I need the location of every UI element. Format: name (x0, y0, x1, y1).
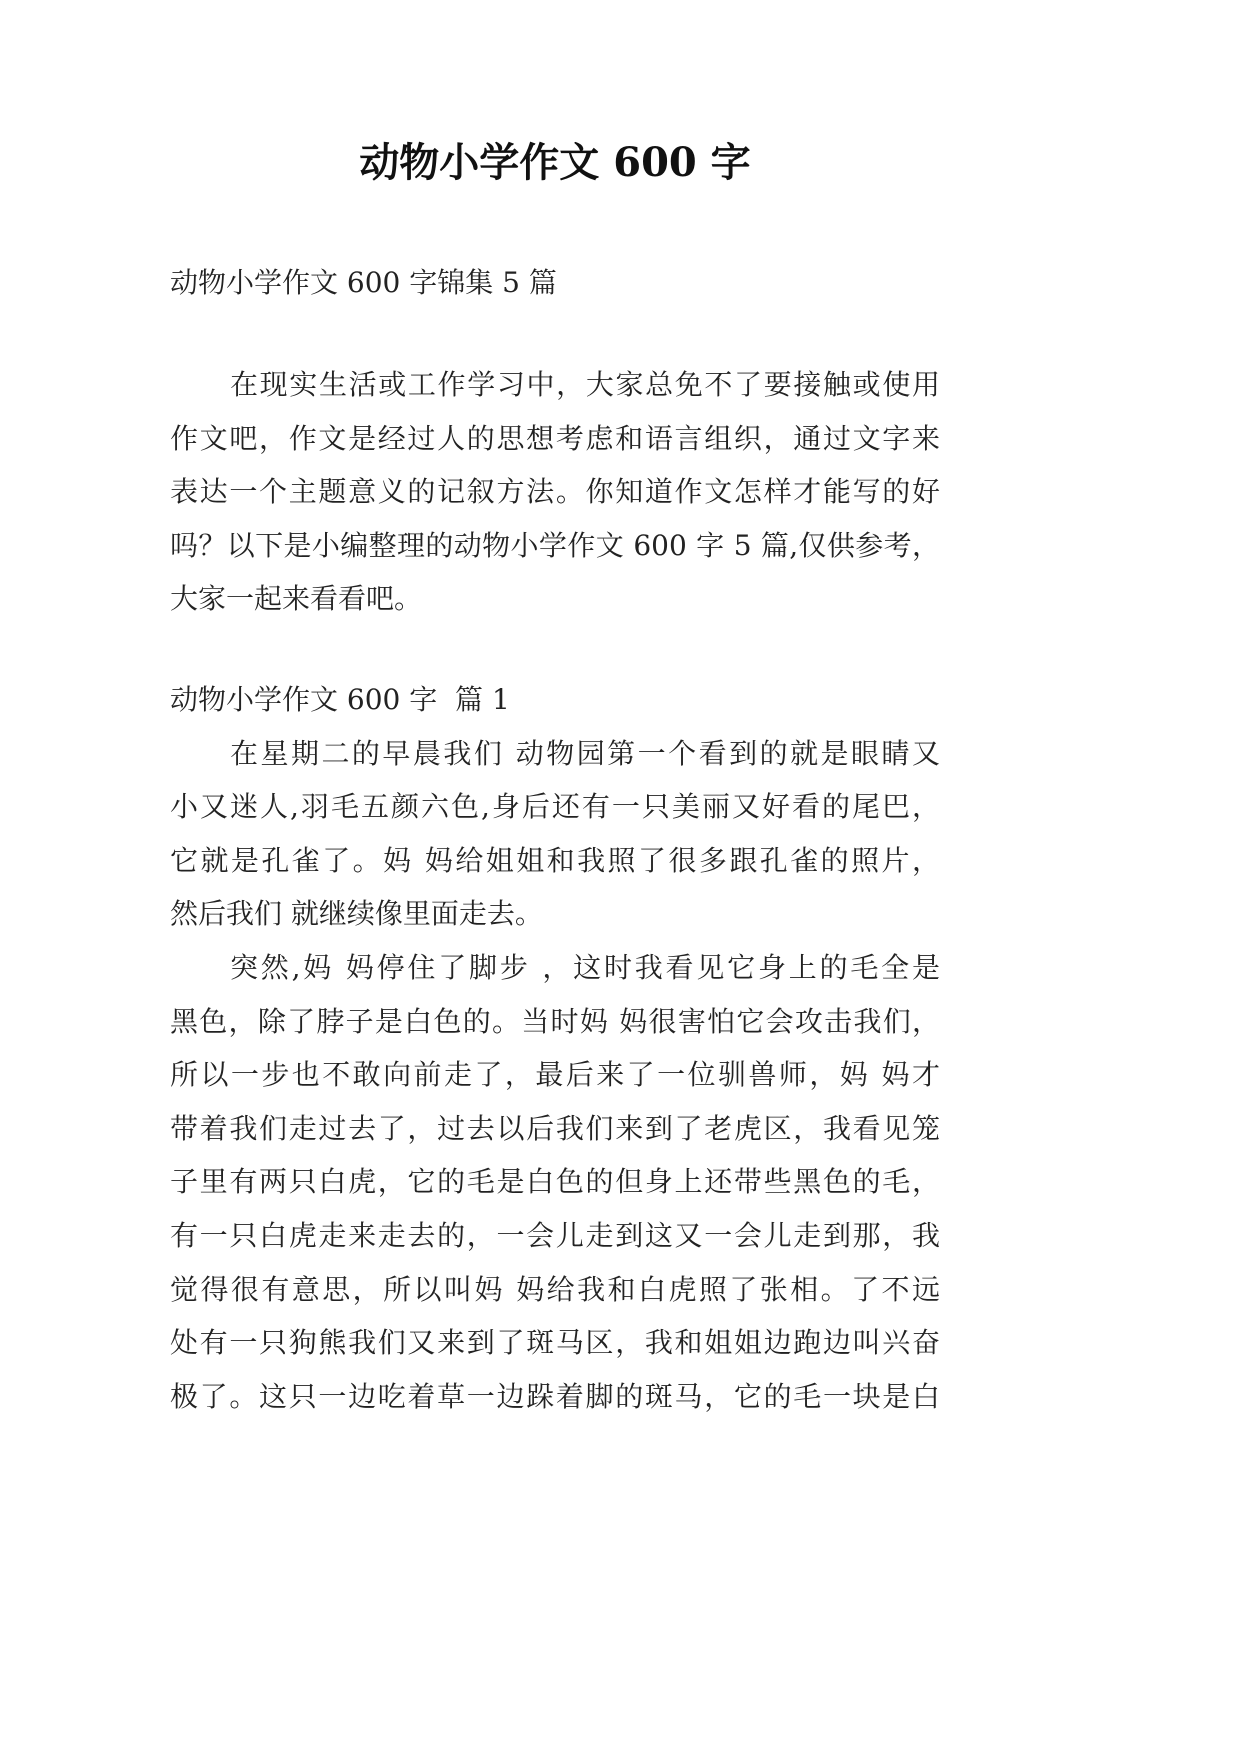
paragraph-line: 有一只白虎走来走去的，一会儿走到这又一会儿走到那，我 (170, 1218, 940, 1252)
paragraph-line: 黑色，除了脖子是白色的。当时妈 妈很害怕它会攻击我们， (170, 1004, 940, 1038)
document-subtitle-block (170, 256, 940, 310)
paragraph-line: 表达一个主题意义的记叙方法。你知道作文怎样才能写的好 (170, 475, 940, 509)
paragraph-line: 极了。这只一边吃着草一边跺着脚的斑马，它的毛一块是白 (170, 1379, 940, 1413)
essay-paragraph-2 (170, 941, 940, 1423)
section-heading: 动物小学作文 600 字 篇 1 (170, 683, 510, 716)
paragraph-line: 吗？以下是小编整理的动物小学作文 600 字 5 篇,仅供参考， (170, 528, 940, 562)
paragraph-line: 小又迷人,羽毛五颜六色,身后还有一只美丽又好看的尾巴， (170, 790, 940, 824)
paragraph-line: 在星期二的早晨我们 动物园第一个看到的就是眼睛又 (230, 736, 940, 770)
document-subtitle: 动物小学作文 600 字锦集 5 篇 (170, 266, 557, 299)
paragraph-line: 它就是孔雀了。妈 妈给姐姐和我照了很多跟孔雀的照片， (170, 843, 940, 877)
paragraph-line: 然后我们 就继续像里面走去。 (170, 897, 543, 931)
essay-section-1 (170, 673, 940, 1423)
intro-paragraph (170, 358, 940, 626)
paragraph-line: 带着我们走过去了，过去以后我们来到了老虎区，我看见笼 (170, 1111, 940, 1145)
paragraph-line: 在现实生活或工作学习中，大家总免不了要接触或使用 (230, 368, 940, 401)
paragraph-line: 子里有两只白虎，它的毛是白色的但身上还带些黑色的毛， (170, 1165, 940, 1199)
document-title: 动物小学作文 600 字 (359, 139, 751, 186)
paragraph-line: 作文吧，作文是经过人的思想考虑和语言组织，通过文字来 (170, 421, 940, 455)
paragraph-line: 处有一只狗熊我们又来到了斑马区，我和姐姐边跑边叫兴奋 (170, 1326, 940, 1360)
paragraph-line: 大家一起来看看吧。 (170, 582, 423, 616)
paragraph-line: 所以一步也不敢向前走了，最后来了一位驯兽师，妈 妈才 (170, 1058, 940, 1092)
essay-paragraph-1 (170, 727, 940, 941)
paragraph-line: 觉得很有意思，所以叫妈 妈给我和白虎照了张相。了不远 (170, 1272, 940, 1306)
paragraph-line: 突然,妈 妈停住了脚步 ，这时我看见它身上的毛全是 (230, 950, 940, 984)
